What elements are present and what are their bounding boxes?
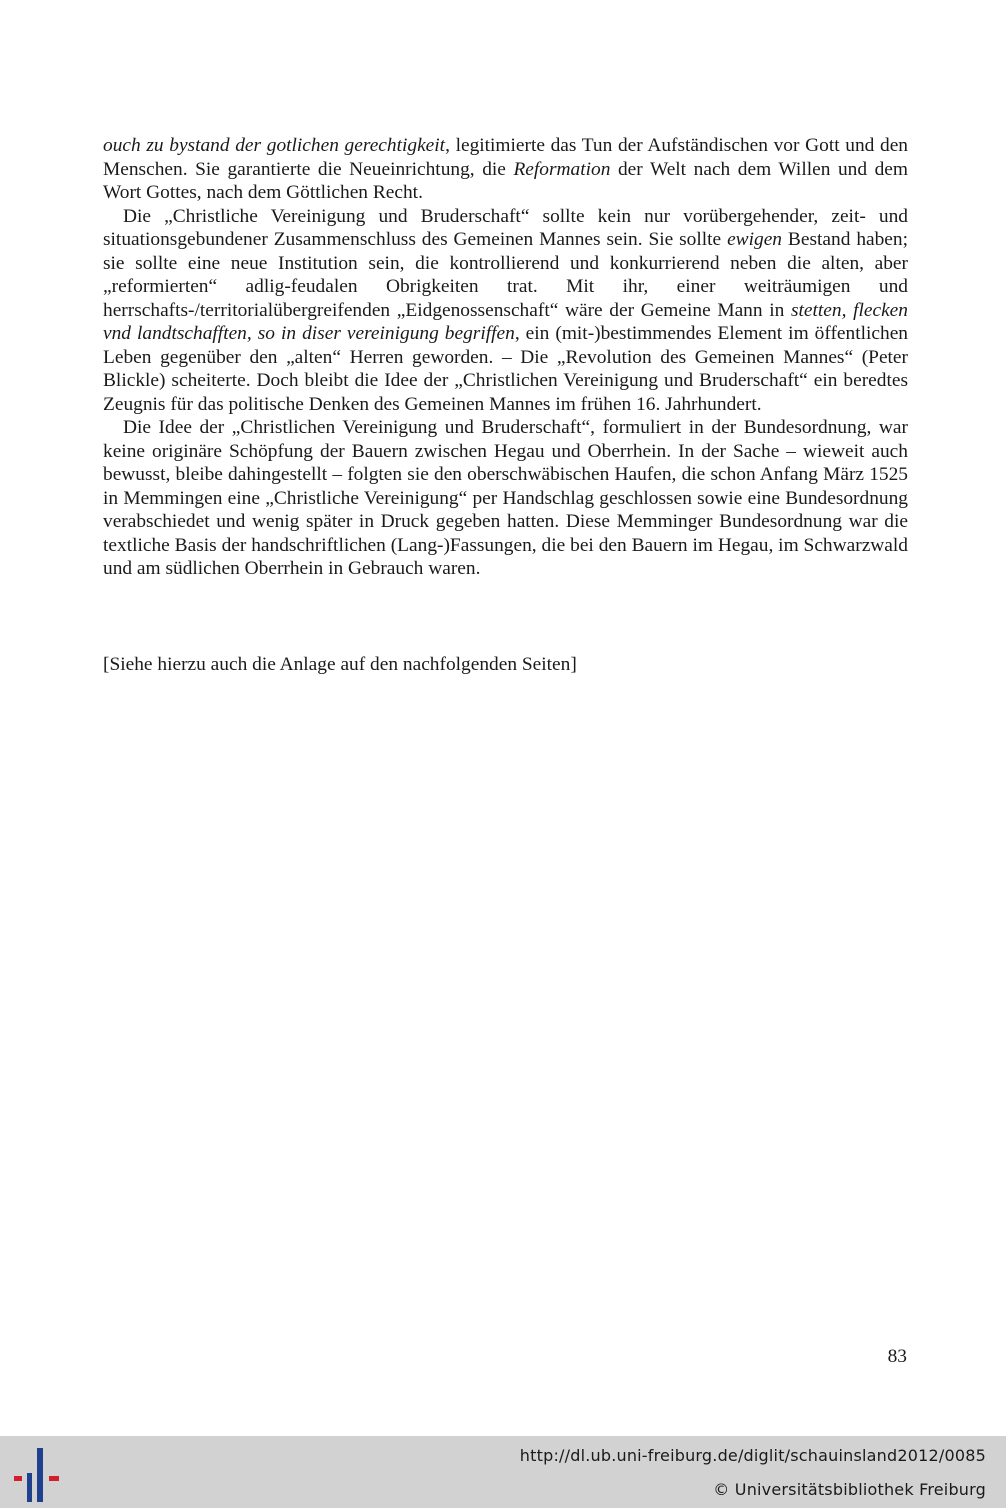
italic-quote: stetten, flecken vnd landtschafften, so in diser vereinigung begriffen — [103, 299, 908, 344]
logo-svg — [10, 1446, 66, 1504]
text-segment: Bestand haben; sie sollte eine neue Institution sein, die kontrollierend und konkurrierend neben die alten, aber „reformierten“ adlig-feudalen Obrigkeiten trat. Mit ihr, einer weiträumigen und herrschafts-/territorialübergreifenden „Eidgenossenschaft“ wäre der Gemeine Mann in — [103, 229, 908, 321]
ub-freiburg-logo-icon — [10, 1446, 66, 1504]
italic-term: ewigen — [727, 229, 783, 250]
appendix-note: [Siehe hierzu auch die Anlage auf den nachfolgenden Seiten] — [103, 654, 577, 675]
italic-term: Reformation — [513, 158, 611, 180]
footer-bar — [0, 1436, 1006, 1508]
copyright-notice: © Universitätsbibliothek Freiburg — [713, 1480, 986, 1499]
text-segment: , ein (mit-)bestimmendes Element im öffentlichen Leben gegenüber den „alten“ Herren geworden. – Die „Revolution des Gemeinen Mannes“ (Peter Blickle) scheiterte. Doch bleibt die Idee der „Christlichen Vereinigung und Bruderschaft“ ein beredtes Zeugnis für das politische Denken des Gemeinen Mannes im frühen 16. Jahrhundert. — [103, 323, 908, 415]
text-segment: , legitimierte das Tun der Aufständischen vor Gott und den Menschen. Sie garantierte die Neueinrichtung, die — [103, 135, 908, 180]
paragraph-1 — [103, 134, 908, 205]
logo-red-dash-left — [14, 1476, 22, 1481]
text-segment: Die Idee der „Christlichen Vereinigung und Bruderschaft“, formuliert in der Bundesordnung, war keine originäre Schöpfung der Bauern zwischen Hegau und Oberrhein. In der Sache – wieweit auch bewusst, bleibe dahingestellt – folgten sie den oberschwäbischen Haufen, die schon Anfang März 1525 in Memmingen eine „Christliche Vereinigung“ per Handschlag geschlossen sowie eine Bundesordnung verabschiedet und wenig später in Druck gegeben hatten. Diese Memminger Bundesordnung war die textliche Basis der handschriftlichen (Lang-)Fassungen, die bei den Bauern im Hegau, im Schwarzwald und am südlichen Oberrhein in Gebrauch waren. — [103, 417, 908, 579]
logo-blue-bar-short — [27, 1473, 32, 1502]
paragraph-3 — [103, 416, 908, 581]
logo-red-dash-right — [49, 1476, 59, 1481]
page-number: 83 — [887, 1346, 907, 1367]
logo-blue-bar-tall — [37, 1448, 43, 1502]
source-url-link[interactable]: http://dl.ub.uni-freiburg.de/diglit/schauinsland2012/0085 — [519, 1446, 986, 1465]
paragraph-2 — [103, 205, 908, 417]
italic-quote: ouch zu bystand der gotlichen gerechtigkeit — [103, 135, 446, 156]
body-text — [103, 134, 908, 581]
text-segment: Die „Christliche Vereinigung und Bruderschaft“ sollte kein nur vorübergehender, zeit- und situationsgebundener Zusammenschluss des Gemeinen Mannes sein. Sie sollte — [103, 205, 908, 250]
text-segment: der Welt nach dem Willen und dem Wort Gottes, nach dem Göttlichen Recht. — [103, 158, 908, 203]
